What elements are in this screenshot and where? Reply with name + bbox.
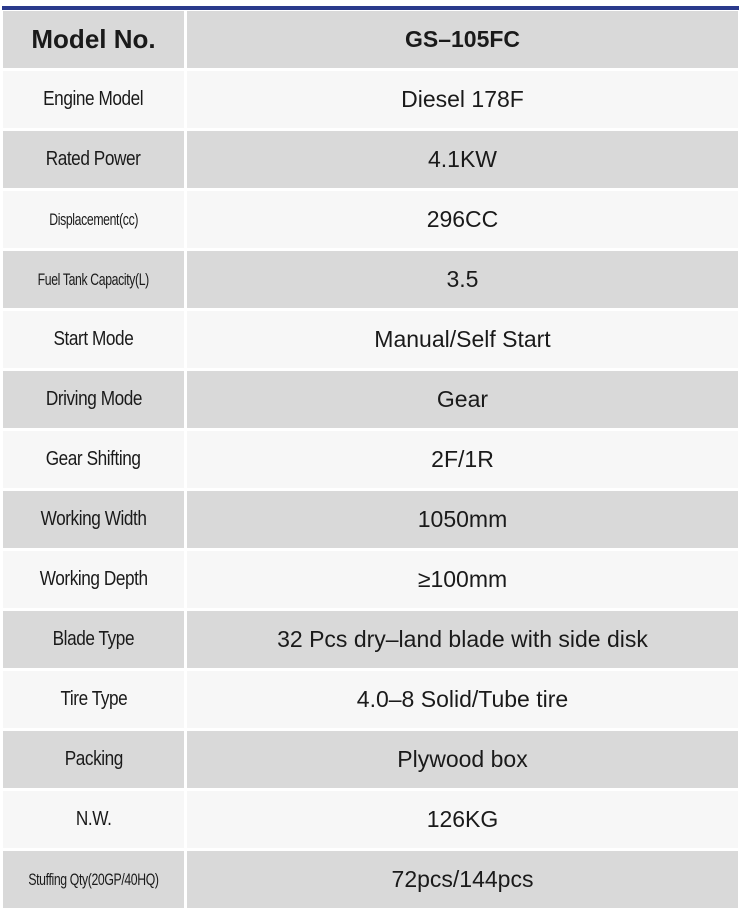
- row-label: N.W.: [75, 808, 112, 830]
- row-label: Rated Power: [46, 148, 141, 170]
- header-value: GS–105FC: [404, 26, 521, 52]
- row-label-cell: [3, 130, 186, 190]
- table-header-row: [3, 11, 740, 70]
- row-value-cell: [186, 550, 740, 610]
- row-label: Stuffing Qty(20GP/40HQ): [28, 870, 159, 889]
- row-value-cell: [186, 430, 740, 490]
- row-value: 32 Pcs dry–land blade with side disk: [277, 626, 648, 652]
- table-row: [3, 730, 740, 790]
- row-value: 2F/1R: [431, 446, 494, 472]
- row-label-cell: [3, 790, 186, 850]
- row-label-cell: [3, 430, 186, 490]
- row-value-cell: [186, 610, 740, 670]
- header-label: Model No.: [31, 24, 156, 54]
- table-row: [3, 130, 740, 190]
- table-row: [3, 430, 740, 490]
- spec-table: [2, 10, 741, 911]
- row-value: ≥100mm: [417, 566, 508, 592]
- table-row: [3, 190, 740, 250]
- row-value: Plywood box: [397, 746, 528, 772]
- row-value-cell: [186, 310, 740, 370]
- row-label-cell: [3, 70, 186, 130]
- row-value: Gear: [436, 386, 489, 412]
- table-row: [3, 310, 740, 370]
- table-row: [3, 490, 740, 550]
- row-label-cell: [3, 250, 186, 310]
- row-value: Manual/Self Start: [374, 326, 551, 352]
- table-row: [3, 550, 740, 610]
- row-label: Packing: [64, 748, 123, 770]
- row-value: Diesel 178F: [401, 86, 524, 112]
- row-label: Working Width: [40, 508, 147, 530]
- row-label-cell: [3, 610, 186, 670]
- table-row: [3, 250, 740, 310]
- row-value-cell: [186, 250, 740, 310]
- row-value: 3.5: [446, 266, 479, 292]
- row-value-cell: [186, 670, 740, 730]
- row-value: 126KG: [426, 806, 499, 832]
- row-label: Displacement(cc): [49, 210, 138, 229]
- table-row: [3, 850, 740, 910]
- row-label: Fuel Tank Capacity(L): [37, 270, 150, 289]
- row-label-cell: [3, 550, 186, 610]
- row-label-cell: [3, 310, 186, 370]
- row-value: 1050mm: [417, 506, 508, 532]
- row-value-cell: [186, 730, 740, 790]
- row-value-cell: [186, 190, 740, 250]
- row-label-cell: [3, 190, 186, 250]
- table-row: [3, 70, 740, 130]
- row-value-cell: [186, 850, 740, 910]
- table-row: [3, 610, 740, 670]
- row-value-cell: [186, 70, 740, 130]
- table-row: [3, 790, 740, 850]
- row-label: Gear Shifting: [46, 448, 141, 470]
- header-value-cell: [186, 11, 740, 70]
- row-value-cell: [186, 370, 740, 430]
- table-row: [3, 670, 740, 730]
- row-value-cell: [186, 790, 740, 850]
- row-label-cell: [3, 490, 186, 550]
- row-value-cell: [186, 130, 740, 190]
- row-value: 4.1KW: [427, 146, 498, 172]
- row-label-cell: [3, 370, 186, 430]
- row-label: Blade Type: [52, 628, 135, 650]
- table-row: [3, 370, 740, 430]
- row-label: Engine Model: [43, 88, 144, 110]
- header-label-cell: [3, 11, 186, 70]
- row-value: 4.0–8 Solid/Tube tire: [356, 686, 569, 712]
- row-label-cell: [3, 730, 186, 790]
- row-label: Working Depth: [39, 568, 148, 590]
- row-label: Tire Type: [60, 688, 127, 710]
- row-label-cell: [3, 670, 186, 730]
- row-value-cell: [186, 490, 740, 550]
- row-label: Start Mode: [53, 328, 134, 350]
- row-label: Driving Mode: [45, 388, 142, 410]
- row-value: 296CC: [426, 206, 499, 232]
- row-label-cell: [3, 850, 186, 910]
- row-value: 72pcs/144pcs: [391, 866, 534, 892]
